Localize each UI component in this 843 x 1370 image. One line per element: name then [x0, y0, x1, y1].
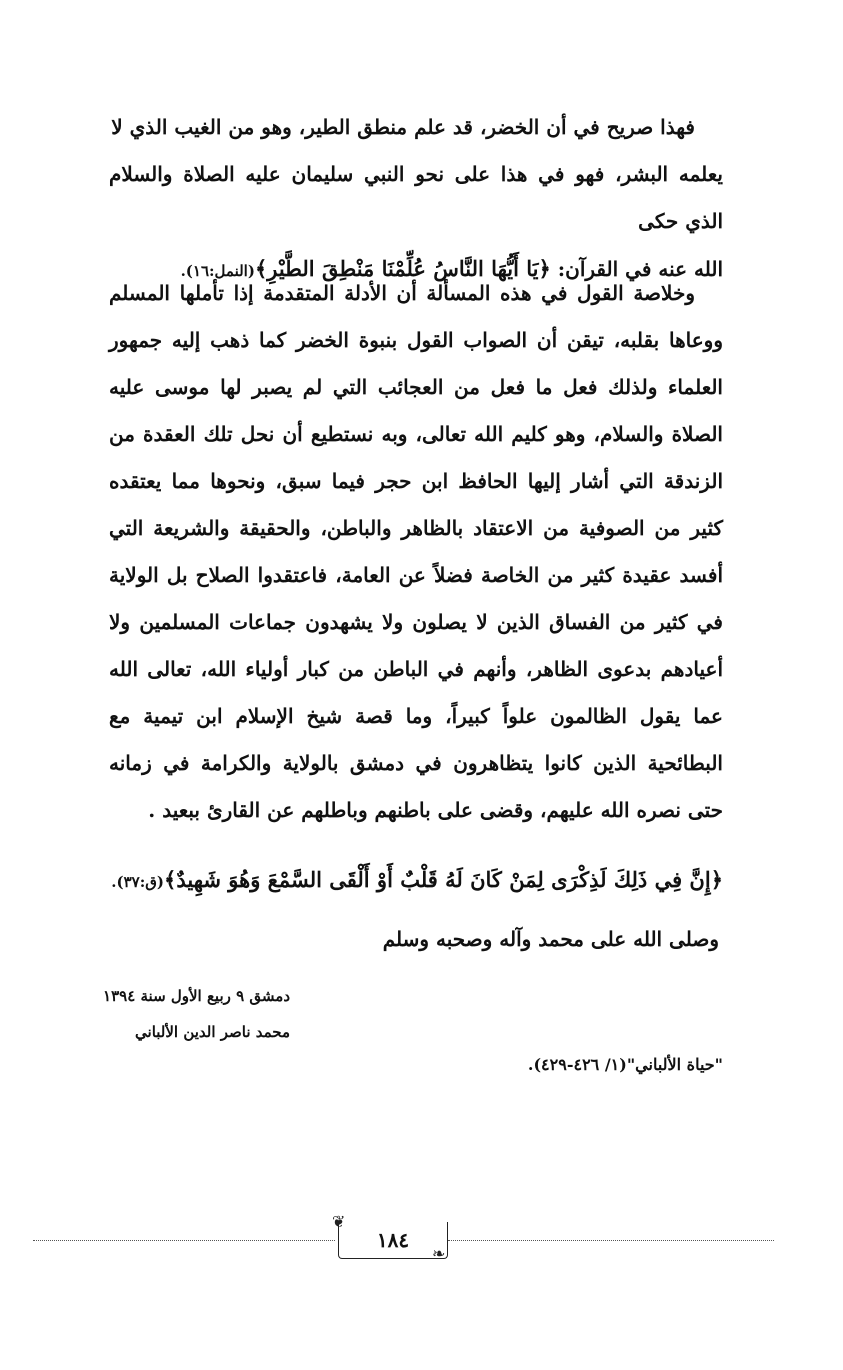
paragraph2-text: وخلاصة القول في هذه المسألة أن الأدلة المتقدمة إذا تأملها المسلم ووعاها بقلبه، تيقن أن الصواب القول بنبوة الخضر كما ذهب إليه جمهور العلماء ولذلك فعل ما فعل من العجائب التي لم يصبر لها موسى عليه الصلاة والسلام، وهو كليم الله تعالى، وبه نستطيع أن نحل تلك العقدة من الزندقة التي أشار إليها الحافظ ابن حجر فيما سبق، ونحوها مما يعتقده كثير من الصوفية من الاعتقاد بالظاهر والباطن، والحقيقة والشريعة التي أفسد عقيدة كثير من الخاصة فضلاً عن العامة، فاعتقدوا الصلاح بل الولاية في كثير من الفساق الذين لا يصلون ولا يشهدون جماعات المسلمين ولا أعيادهم بدعوى الظاهر، وأنهم في الباطن من كبار أولياء الله، تعالى الله عما يقول الظالمون علواً كبيراً، وما قصة شيخ الإسلام ابن تيمية مع البطائحية الذين كانوا يتظاهرون في دمشق بالولاية والكرامة في زمانه حتى نصره الله عليهم، وقضى على باطنهم وباطلهم عن القارئ ببعيد .	[109, 281, 723, 822]
quran-ref-qaf: (ق:٣٧).	[111, 873, 165, 891]
paragraph1-line2: يعلمه البشر، فهو في هذا على نحو النبي سليمان عليه الصلاة والسلام الذي حكى	[109, 162, 723, 233]
signature-author: محمد ناصر الدين الألباني	[135, 1023, 290, 1041]
footer-rule-right	[448, 1240, 774, 1241]
paragraph-khidr-birds	[109, 104, 723, 295]
quran-quote-naml: ﴿يَا أَيُّهَا النَّاسُ عُلِّمْنَا مَنْطِقَ الطَّيْرِ﴾	[254, 256, 551, 281]
signature-block	[30, 978, 290, 1050]
quran-quote-qaf: ﴿إِنَّ فِي ذَلِكَ لَذِكْرَى لِمَنْ كَانَ لَهُ قَلْبٌ أَوْ أَلْقَى السَّمْعَ وَهُوَ شَهِيدٌ﴾	[164, 867, 723, 892]
footer-rule-left	[33, 1240, 335, 1241]
signature-place-date: دمشق ٩ ربيع الأول سنة ١٣٩٤	[103, 987, 290, 1005]
closing-salutation: وصلى الله على محمد وآله وصحبه وسلم	[382, 927, 719, 951]
paragraph1-line3-prefix: الله عنه في القرآن:	[557, 257, 723, 281]
ornament-icon: ❧	[432, 1244, 446, 1263]
paragraph-conclusion	[109, 270, 723, 834]
paragraph1-line1: فهذا صريح في أن الخضر، قد علم منطق الطير، وهو من الغيب الذي لا	[111, 115, 695, 139]
source-citation: "حياة الألباني"(١/ ٤٢٦-٤٢٩).	[527, 1055, 723, 1074]
ornament-icon: ❦	[332, 1212, 346, 1231]
verse-qaf	[109, 856, 723, 906]
quran-ref-naml: (النمل:١٦).	[180, 262, 255, 280]
page-number: ١٨٤	[338, 1222, 448, 1259]
